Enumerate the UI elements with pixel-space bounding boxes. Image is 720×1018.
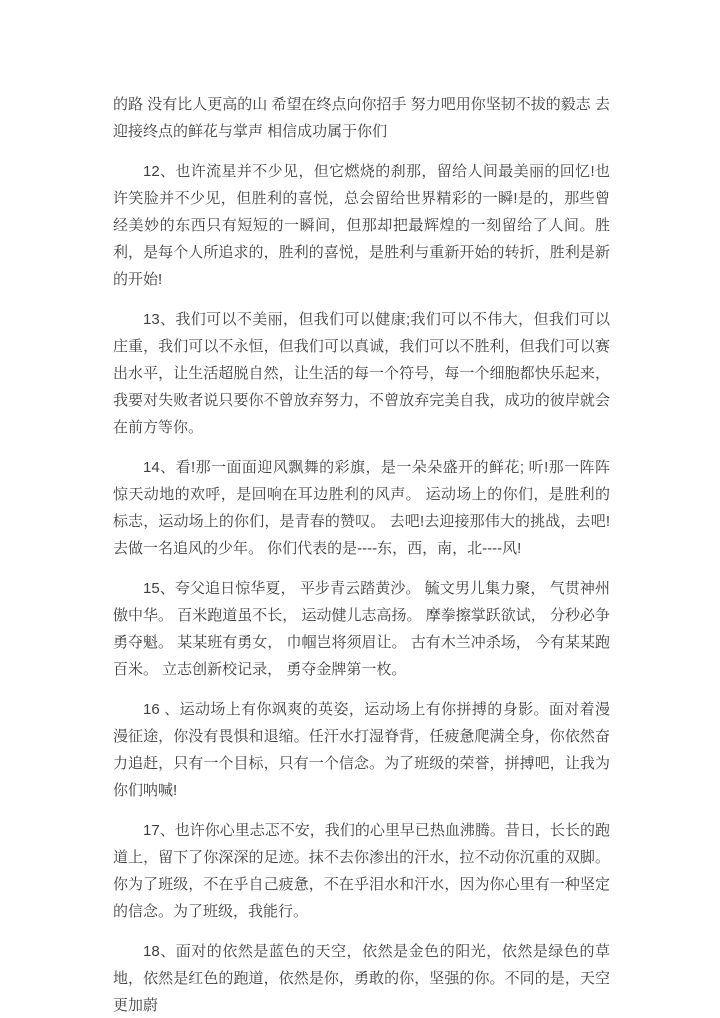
paragraph: 12、也许流星并不少见，但它燃烧的刹那，留给人间最美丽的回忆!也许笑脸并不少见，但胜利的喜悦，总会留给世界精彩的一瞬!是的，那些曾经美妙的东西只有短短的一瞬间，但那却把最辉煌的一刻留给了人间。胜利，是每个人所追求的，胜利的喜悦，是胜利与重新开始的转折，胜利是新的开始! xyxy=(113,163,610,288)
paragraph: 13、我们可以不美丽，但我们可以健康;我们可以不伟大，但我们可以庄重，我们可以不永恒，但我们可以真诚，我们可以不胜利，但我们可以赛出水平，让生活超脱自然，让生活的每一个符号，每一个细胞都快乐起来，我要对失败者说只要你不曾放弃努力，不曾放弃完美自我，成功的彼岸就会在前方等你。 xyxy=(113,311,610,436)
paragraph-list xyxy=(113,91,610,1018)
paragraph: 17、也许你心里忐忑不安，我们的心里早已热血沸腾。昔日，长长的跑道上，留下了你深深的足迹。抹不去你渗出的汗水，拉不动你沉重的双脚。你为了班级，不在乎自己疲惫，不在乎泪水和汗水，因为你心里有一种坚定的信念。为了班级，我能行。 xyxy=(113,822,610,920)
paragraph: 18、面对的依然是蓝色的天空，依然是金色的阳光，依然是绿色的草地，依然是红色的跑道，依然是你，勇敢的你，坚强的你。不同的是，天空更加蔚 xyxy=(113,943,610,1014)
paragraph: 14、看!那一面面迎风飘舞的彩旗，是一朵朵盛开的鲜花; 听!那一阵阵惊天动地的欢呼，是回响在耳边胜利的风声。 运动场上的你们，是胜利的标志，运动场上的你们，是青春的赞叹。 去吧!去迎接那伟大的挑战，去吧!去做一名追风的少年。 你们代表的是----东，西，南，北----风! xyxy=(113,459,610,557)
paragraph: 的路 没有比人更高的山 希望在终点向你招手 努力吧用你坚韧不拔的毅志 去迎接终点的鲜花与掌声 相信成功属于你们 xyxy=(113,96,610,140)
paragraph: 15、夸父追日惊华夏， 平步青云踏黄沙。 毓文男儿集力聚， 气贯神州傲中华。 百米跑道虽不长， 运动健儿志高扬。 摩拳擦掌跃欲试， 分秒必争勇夺魁。 某某班有勇女， 巾帼岂将须眉让。 古有木兰冲杀场， 今有某某跑百米。 立志创新校记录， 勇夺金牌第一枚。 xyxy=(113,580,610,678)
paragraph: 16 、运动场上有你飒爽的英姿，运动场上有你拼搏的身影。面对着漫漫征途，你没有畏惧和退缩。任汗水打湿脊背，任疲惫爬满全身，你依然奋力追赶，只有一个目标，只有一个信念。为了班级的荣誉，拼搏吧，让我为你们呐喊! xyxy=(113,701,610,799)
